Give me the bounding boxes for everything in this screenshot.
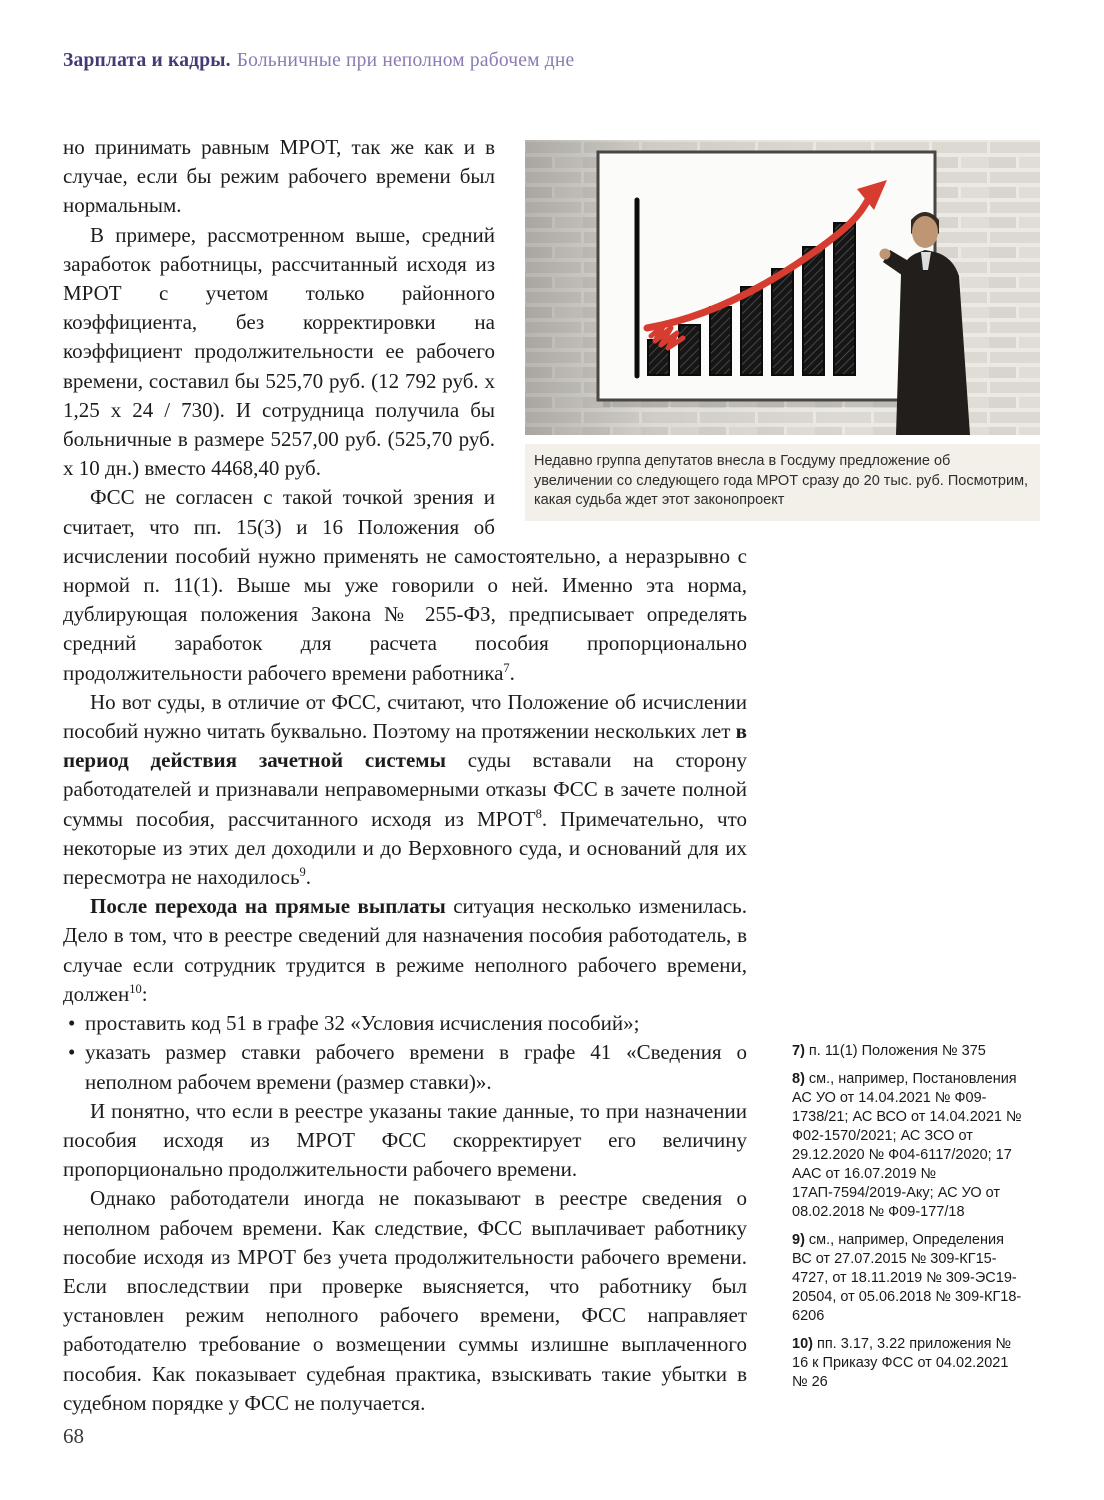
- text-run: суды вставали на сторону работодателей и признавали неправомерными отказы ФСС в зачете полной суммы пособия, рассчитанного исходя из МРОТ: [63, 748, 747, 831]
- footnote-number: 7): [792, 1043, 805, 1059]
- chart-bar: [834, 223, 855, 375]
- chart-bar: [772, 269, 793, 375]
- text-run: И понятно, что если в реестре указаны такие данные, то при назначении пособия исходя из МРОТ ФСС скорректирует его величину пропорционально продолжительности рабочего времени.: [63, 1098, 747, 1182]
- footnote-ref: 8: [535, 806, 542, 821]
- bullet-text: указать размер ставки рабочего времени в графе 41 «Сведения о неполном рабочем времени (размер ставки)».: [85, 1040, 747, 1094]
- footnote-text: см., например, Определения ВС от 27.07.2015 № 309-КГ15-4727, от 18.11.2019 № 309-ЭС19-20504, от 05.06.2018 № 309-КГ18-6206: [792, 1232, 1022, 1324]
- footnote-text: пп. 3.17, 3.22 приложения № 16 к Приказу ФСС от 04.02.2021 № 26: [792, 1336, 1012, 1390]
- footnote-item: [792, 1231, 1024, 1326]
- section-label: Зарплата и кадры.: [63, 50, 231, 71]
- photo-caption: Недавно группа депутатов внесла в Госдуму предложение об увеличении со следующего года МРОТ сразу до 20 тыс. руб. Посмотрим, какая судьба ждет этот законопроект: [525, 444, 1040, 521]
- text-run: В примере, рассмотренном выше, средний заработок работницы, рассчитанный исходя из МРОТ с учетом только районного коэффициента, без корректировки на коэффициент продолжительности ее рабочего времени, составил бы 525,70 руб. (12 792 руб. х 1,25 х 24 / 730). И сотрудница получила бы больничные в размере 5257,00 руб. (525,70 руб. х 10 дн.) вместо 4468,40 руб.: [63, 222, 495, 481]
- chart-bar: [741, 287, 762, 375]
- footnote-ref: 7: [503, 660, 510, 675]
- chart-bar: [679, 325, 700, 375]
- paragraph: [63, 892, 747, 1009]
- page-header: [63, 50, 574, 72]
- footnote-number: 9): [792, 1232, 805, 1248]
- text-run: .: [305, 865, 312, 890]
- text-run: :: [141, 981, 148, 1006]
- head: [912, 216, 938, 248]
- chart-bar: [803, 247, 824, 375]
- text-run: ФСС не согласен с такой точкой зрения и считает, что пп. 15(3) и 16 Положения об исчислении пособий нужно применять не самостоятельно, а неразрывно с нормой п. 11(1). Выше мы уже говорили о ней. Именно эта норма, дублирующая положения Закона № 255-ФЗ, предписывает определять средний заработок для расчета пособия пропорционально продолжительности рабочего времени работника: [63, 485, 747, 685]
- photo-illustration: [525, 140, 1040, 435]
- paragraph: [63, 1097, 747, 1185]
- footnote-text: п. 11(1) Положения № 375: [808, 1043, 986, 1059]
- bold-run: После перехода на прямые выплаты: [90, 894, 446, 919]
- footnote-number: 8): [792, 1071, 805, 1087]
- footnote-item: [792, 1335, 1024, 1392]
- chart-bar: [710, 307, 731, 375]
- footnotes-column: [792, 1042, 1024, 1401]
- bullet-text: проставить код 51 в графе 32 «Условия исчисления пособий»;: [85, 1011, 640, 1036]
- bold-run: в период действия зачетной системы: [63, 719, 747, 773]
- bullet-list: [63, 1009, 747, 1097]
- footnote-number: 10): [792, 1336, 813, 1352]
- footnote-ref: 10: [129, 981, 142, 996]
- text-run: .: [509, 660, 515, 685]
- text-run: но принимать равным МРОТ, так же как и в случае, если бы режим рабочего времени был нормальным.: [63, 135, 495, 218]
- footnote-item: [792, 1070, 1024, 1222]
- footnote-text: см., например, Постановления АС УО от 14.04.2021 № Ф09-1738/21; АС ВСО от 14.04.2021 № Ф02-1570/2021; АС ЗСО от 29.12.2020 № Ф04-6117/2020; 17 ААС от 16.07.2019 № 17АП-7594/2019-Аку; АС УО от 08.02.2018 № Ф09-177/18: [792, 1071, 1022, 1220]
- text-run: Однако работодатели иногда не показывают в реестре сведения о неполном рабочем времени. Как следствие, ФСС выплачивает работнику пособие исходя из МРОТ без учета продолжительности рабочего времени. Если впоследствии при проверке выясняется, что работнику был установлен режим неполного рабочего времени, ФСС направляет работодателю требование о возмещении суммы излишне выплаченного пособия. Как показывает судебная практика, взыскивать такие убытки в судебном порядке у ФСС не получается.: [63, 1186, 747, 1415]
- footnote-ref: 9: [299, 865, 306, 880]
- paragraph: [63, 1184, 747, 1418]
- text-run: ситуация несколько изменилась. Дело в том, что в реестре сведений для назначения пособия работодатель, в случае если сотрудник трудится в режиме неполного рабочего времени, должен: [63, 894, 747, 1006]
- bullet-item: [63, 1009, 747, 1038]
- photo-figure: [525, 140, 1040, 521]
- text-run: Но вот суды, в отличие от ФСС, считают, что Положение об исчислении пособий нужно читать буквально. Поэтому на протяжении нескольких лет: [63, 689, 747, 744]
- hand: [880, 249, 891, 260]
- footnote-item: [792, 1042, 1024, 1061]
- article-title: Больничные при неполном рабочем дне: [236, 50, 575, 71]
- paragraph: [63, 688, 747, 892]
- bullet-item: [63, 1038, 747, 1096]
- text-run: . Примечательно, что некоторые из этих дел доходили и до Верховного суда, и оснований для их пересмотра не находилось: [63, 806, 747, 890]
- chart-bar: [648, 340, 669, 375]
- page-number: 68: [63, 1424, 84, 1448]
